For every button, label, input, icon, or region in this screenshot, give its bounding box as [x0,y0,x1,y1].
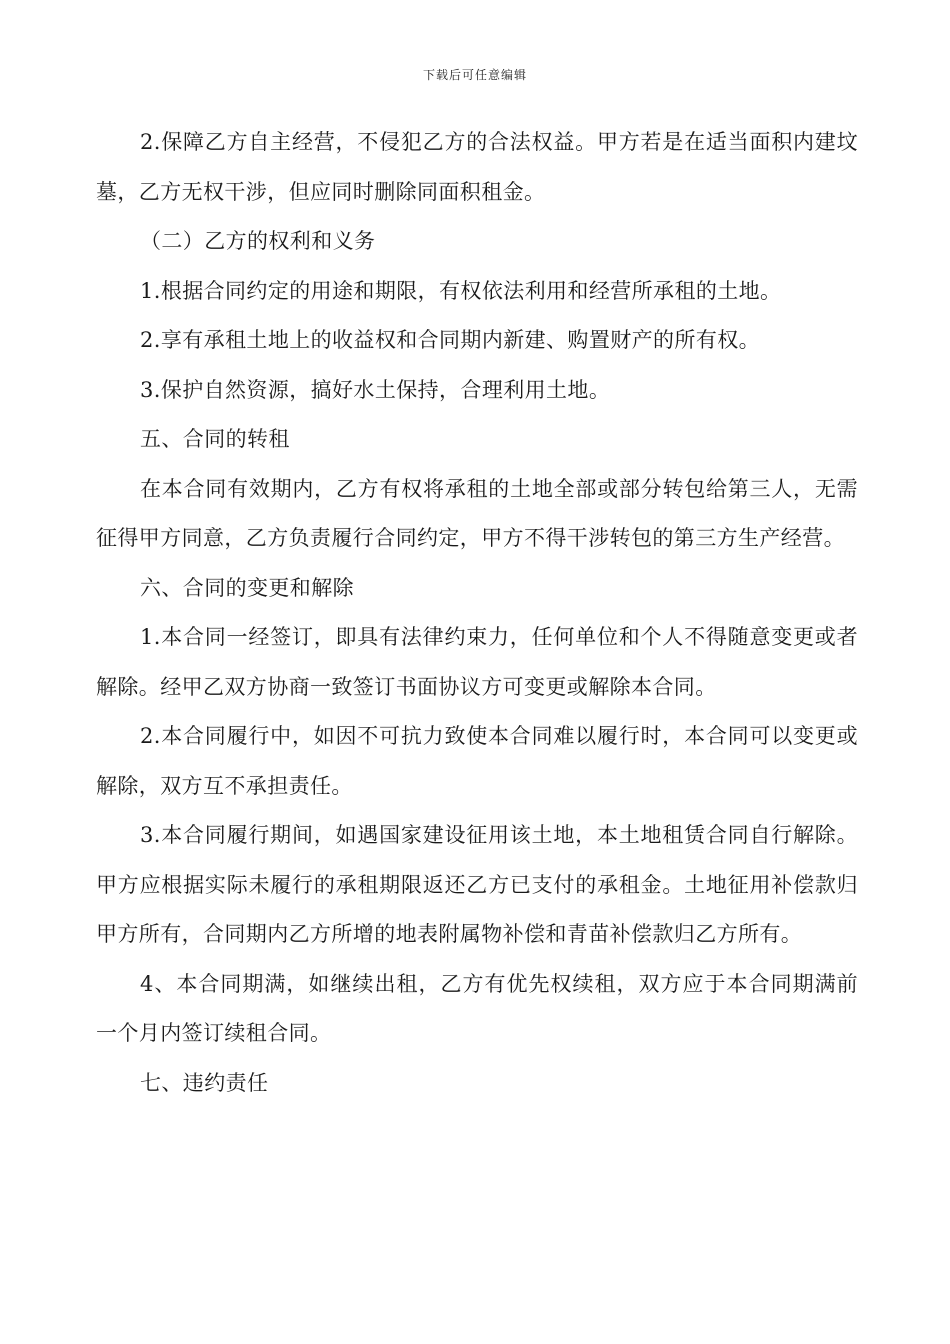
paragraph: 2.本合同履行中，如因不可抗力致使本合同难以履行时，本合同可以变更或解除，双方互不承担责任。 [96,724,858,798]
page-header: 下载后可任意编辑 [422,68,527,82]
section-heading: 五、合同的转租 [140,427,290,451]
paragraph: 4、本合同期满，如继续出租，乙方有优先权续租，双方应于本合同期满前一个月内签订续租合同。 [96,971,858,1045]
document-body [96,118,858,1108]
section-subheading: （二）乙方的权利和义务 [140,229,376,253]
section-heading: 七、违约责任 [140,1070,269,1095]
paragraph: 3.本合同履行期间，如遇国家建设征用该土地，本土地租赁合同自行解除。甲方应根据实际未履行的承租期限返还乙方已支付的承租金。土地征用补偿款归甲方所有，合同期内乙方所增的地表附属物补偿和青苗补偿款归乙方所有。 [96,823,858,946]
paragraph: 1.根据合同约定的用途和期限，有权依法利用和经营所承租的土地。 [140,278,782,303]
section-heading: 六、合同的变更和解除 [140,575,354,600]
paragraph: 在本合同有效期内，乙方有权将承租的土地全部或部分转包给第三人，无需征得甲方同意，乙方负责履行合同约定，甲方不得干涉转包的第三方生产经营。 [96,476,858,550]
paragraph: 1.本合同一经签订，即具有法律约束力，任何单位和个人不得随意变更或者解除。经甲乙双方协商一致签订书面协议方可变更或解除本合同。 [96,625,858,699]
paragraph: 2.保障乙方自主经营，不侵犯乙方的合法权益。甲方若是在适当面积内建坟墓，乙方无权干涉，但应同时删除同面积租金。 [96,130,858,204]
paragraph: 2.享有承租土地上的收益权和合同期内新建、购置财产的所有权。 [140,328,761,352]
paragraph: 3.保护自然资源，搞好水土保持，合理利用土地。 [140,377,611,402]
